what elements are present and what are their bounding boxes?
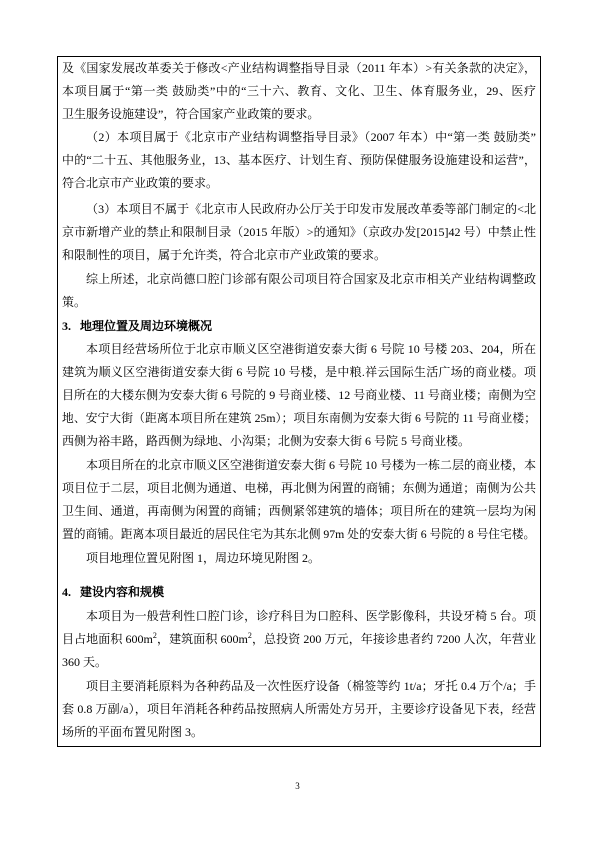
beijing-restriction-line-3: 和限制性的项目，属于允许类，符合北京市产业政策的要求。 bbox=[62, 248, 387, 262]
materials-line-2: 套 0.8 万副/a），项目年消耗各种药品按照病人所需处方另开，主要诊疗设备见下表，经营 bbox=[62, 702, 536, 716]
building-surroundings-line-4: 置的商铺。距离本项目最近的居民住宅为其东北侧 97m 处的安泰大街 6 号院的 8 号住宅楼。 bbox=[62, 528, 536, 541]
figures-reference-paragraph bbox=[62, 547, 536, 570]
section-4-heading bbox=[62, 581, 536, 604]
beijing-catalog-line-2: 中的“二十五、其他服务业，13、基本医疗、计划生育、预防保健服务设施建设和运营”， bbox=[62, 153, 536, 167]
square-superscript: 2 bbox=[152, 631, 157, 640]
national-policy-line-1: 及《国家发展改革委关于修改<产业结构调整指导目录（2011 年本）>有关条款的决定》， bbox=[62, 61, 536, 75]
site-location-line-2: 建筑为顺义区空港街道安泰大街 6 号院 10 号楼，是中粮.祥云国际生活广场的商业楼。项 bbox=[62, 365, 536, 379]
site-location-line-3: 目所在的大楼东侧为安泰大街 6 号院的 9 号商业楼、12 号商业楼、11 号商业楼；南侧为空 bbox=[62, 388, 536, 402]
national-policy-line-3: 卫生服务设施建设”，符合国家产业政策的要求。 bbox=[62, 107, 320, 121]
site-location-paragraph bbox=[62, 338, 536, 453]
materials-paragraph bbox=[62, 675, 536, 744]
beijing-catalog-line-1: （2）本项目属于《北京市产业结构调整指导目录》（2007 年本）中“第一类 鼓励类” bbox=[86, 130, 536, 144]
building-surroundings-line-1: 本项目所在的北京市顺义区空港街道安泰大街 6 号院 10 号楼为一栋二层的商业楼，本 bbox=[86, 458, 536, 472]
beijing-catalog-paragraph bbox=[62, 126, 536, 195]
section-3-heading bbox=[62, 315, 536, 338]
beijing-restriction-line-1: （3）本项目不属于《北京市人民政府办公厅关于印发市发展改革委等部门制定的<北 bbox=[86, 202, 536, 216]
building-surroundings-line-3: 卫生间、通道，再南侧为闲置的商铺；西侧紧邻建筑的墙体；项目所在的建筑一层均为闲 bbox=[62, 504, 536, 518]
site-location-line-5: 西侧为裕丰路，路西侧为绿地、小沟渠；北侧为安泰大街 6 号院 5 号商业楼。 bbox=[62, 434, 471, 448]
section-3-title: 地理位置及周边环境概况 bbox=[80, 319, 213, 333]
beijing-catalog-line-3: 符合北京市产业政策的要求。 bbox=[62, 176, 219, 190]
land-area-text: 目占地面积 600m bbox=[62, 632, 153, 646]
site-location-line-4: 地、安宁大街（距离本项目所在建筑 25m）；项目东南侧为安泰大街 6 号院的 11 号商业楼； bbox=[62, 412, 536, 425]
page-number: 3 bbox=[295, 781, 300, 791]
materials-line-1: 项目主要消耗原料为各种药品及一次性医疗设备（棉签等约 1t/a；牙托 0.4 万个/a；手 bbox=[86, 679, 536, 693]
materials-line-3: 场所的平面布置见附图 3。 bbox=[62, 725, 204, 739]
building-surroundings-paragraph bbox=[62, 454, 536, 546]
project-overview-line-2 bbox=[62, 628, 536, 651]
beijing-restriction-line-2: 京市新增产业的禁止和限制目录（2015 年版）>的通知》（京政办发[2015]42 号）中禁止性 bbox=[62, 225, 536, 239]
building-area-text: ，建筑面积 600m bbox=[156, 632, 248, 646]
project-overview-paragraph bbox=[62, 605, 536, 674]
building-surroundings-line-2: 项目位于二层，项目北侧为通道、电梯，再北侧为闲置的商铺；东侧为通道；南侧为公共 bbox=[62, 481, 536, 495]
section-4-title: 建设内容和规模 bbox=[80, 585, 165, 599]
conclusion-line-2: 策。 bbox=[62, 295, 87, 309]
national-policy-line-2: 本项目属于“第一类 鼓励类”中的“三十六、教育、文化、卫生、体育服务业，29、医疗 bbox=[62, 84, 536, 98]
section-3-number: 3. bbox=[62, 319, 71, 333]
conclusion-paragraph bbox=[62, 268, 536, 314]
project-overview-line-3: 360 天。 bbox=[62, 655, 108, 669]
square-superscript: 2 bbox=[247, 631, 252, 640]
national-policy-paragraph bbox=[62, 57, 536, 126]
site-location-line-1: 本项目经营场所位于北京市顺义区空港街道安泰大街 6 号院 10 号楼 203、204，所在 bbox=[86, 342, 536, 356]
conclusion-line-1: 综上所述，北京尚德口腔门诊部有限公司项目符合国家及北京市相关产业结构调整政 bbox=[86, 272, 536, 286]
beijing-restriction-paragraph bbox=[62, 198, 536, 267]
figures-reference-line: 项目地理位置见附图 1，周边环境见附图 2。 bbox=[86, 551, 321, 565]
content-table-cell bbox=[57, 56, 541, 747]
section-4-number: 4. bbox=[62, 585, 71, 599]
investment-text: ，总投资 200 万元，年接诊患者约 7200 人次，年营业 bbox=[251, 632, 536, 646]
project-overview-line-1: 本项目为一般营利性口腔门诊，诊疗科目为口腔科、医学影像科，共设牙椅 5 台。项 bbox=[86, 609, 536, 623]
